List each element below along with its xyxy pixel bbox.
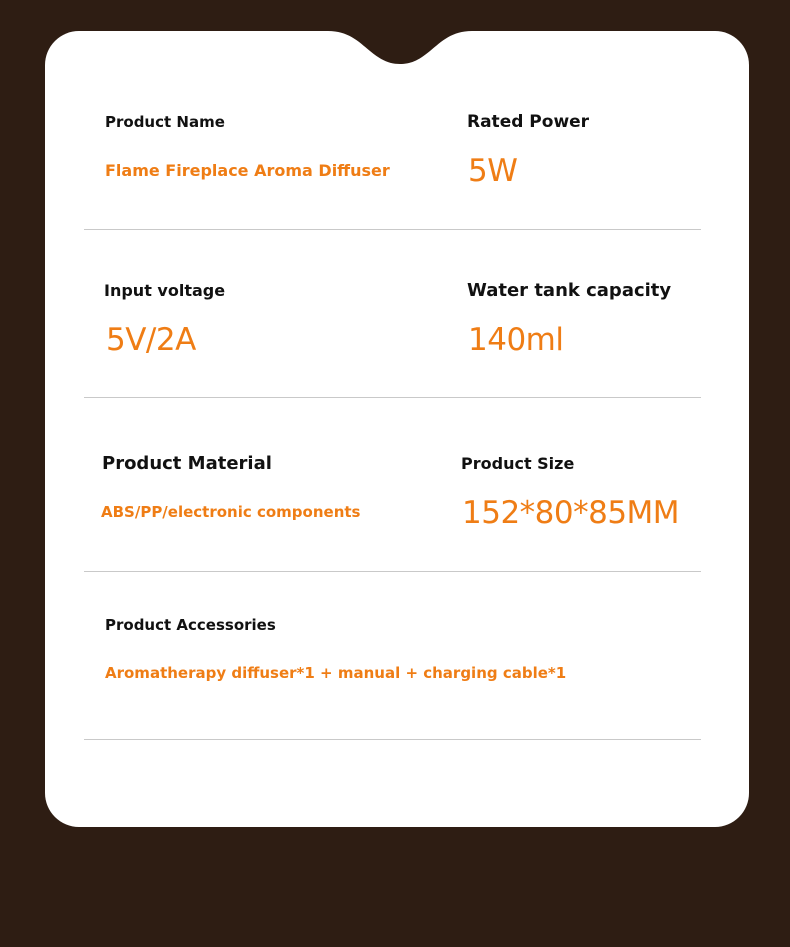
rated-power-label: Rated Power [467, 112, 590, 132]
rated-power-value: 5W [468, 153, 518, 189]
water-tank-label: Water tank capacity [467, 280, 672, 301]
accessories-value: Aromatherapy diffuser*1 + manual + charging cable*1 [105, 664, 567, 682]
product-name-label: Product Name [105, 113, 225, 131]
size-value: 152*80*85MM [462, 495, 680, 531]
product-name-value: Flame Fireplace Aroma Diffuser [105, 161, 390, 180]
divider-2 [84, 397, 701, 398]
divider-3 [84, 571, 701, 572]
accessories-label: Product Accessories [105, 616, 276, 634]
input-voltage-value: 5V/2A [106, 322, 196, 358]
divider-4 [84, 739, 701, 740]
material-label: Product Material [102, 453, 272, 474]
card-notch [320, 31, 480, 71]
divider-1 [84, 229, 701, 230]
spec-card [45, 31, 749, 827]
input-voltage-label: Input voltage [104, 281, 226, 300]
size-label: Product Size [461, 454, 575, 473]
water-tank-value: 140ml [468, 322, 564, 358]
material-value: ABS/PP/electronic components [101, 503, 361, 521]
